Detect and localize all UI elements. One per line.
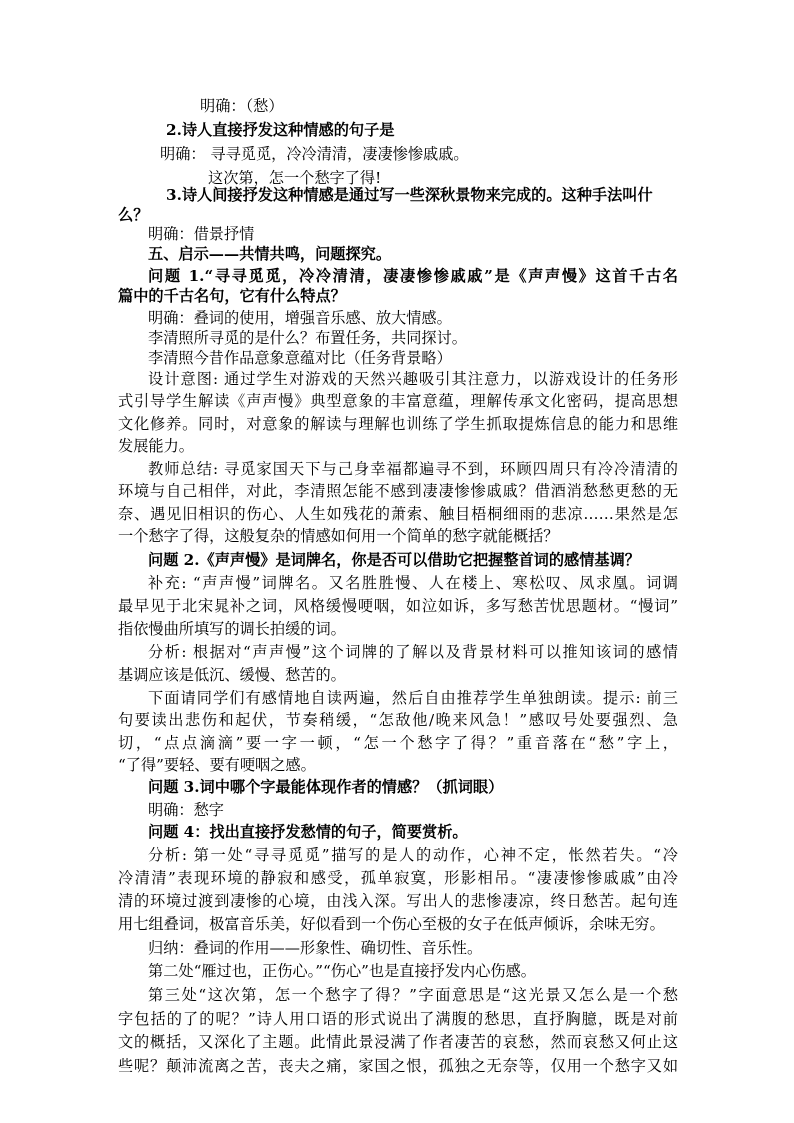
paragraph-line: 补充: “声声慢”词牌名。又名胜胜慢、人在楼上、寒松叹、凤求凰。词调 <box>148 574 678 592</box>
question-heading: 篇中的千古名句，它有什么特点？ <box>118 287 346 305</box>
paragraph-line: 分析: 第一处“寻寻觅觅”描写的是人的动作，心神不定，怅然若失。“冷 <box>148 846 678 864</box>
paragraph-line: 发展能力。 <box>118 437 194 455</box>
answer-line: 明确：叠词的使用，增强音乐感、放大情感。 <box>148 309 452 327</box>
paragraph-line: 句要读出悲伤和起伏，节奏稍缓，“怎敌他/晚来风急！”感叹号处要强烈、急 <box>118 711 678 729</box>
paragraph-line: 字包括的了的呢？”诗人用口语的形式说出了满腹的愁思，直抒胸臆，既是对前 <box>118 1010 678 1028</box>
paragraph-line: 第三处“这次第，怎一个愁字了得？”字面意思是“这光景又怎么是一个愁 <box>148 986 678 1004</box>
paragraph-line: 些呢？颠沛流离之苦，丧夫之痛，家国之恨，孤独之无奈等，仅用一个愁字又如 <box>118 1057 678 1075</box>
paragraph-line: 文化修养。同时，对意象的解读与理解也训练了学生抓取提炼信息的能力和思维 <box>118 415 678 433</box>
paragraph-line: 环境与自己相伴，对此，李清照怎能不感到凄凄惨惨戚戚？借酒消愁愁更愁的无 <box>118 482 678 500</box>
question-heading: 问题 1.“寻寻觅觅，冷冷清清，凄凄惨惨戚戚”是《声声慢》这首千古名 <box>148 267 678 285</box>
text-line: 李清照所寻觅的是什么？布置任务，共同探讨。 <box>148 329 467 347</box>
question-heading: 问题 4：找出直接抒发愁情的句子，简要赏析。 <box>148 823 468 841</box>
paragraph-line: 切，“点点滴滴”要一字一顿，“怎一个愁字了得？”重音落在“愁”字上， <box>118 734 678 752</box>
paragraph-line: 分析: 根据对“声声慢”这个词牌的了解以及背景材料可以推知该词的感情 <box>148 643 678 661</box>
answer-line: 明确：借景抒情 <box>148 225 255 243</box>
paragraph-line: 文的概括，又深化了主题。此情此景浸满了作者凄苦的哀愁，然而哀愁又何止这 <box>118 1033 678 1051</box>
paragraph-line: 冷清清”表现环境的静寂和感受，孤单寂寞，形影相吊。“凄凄惨惨戚戚”由冷 <box>118 869 678 887</box>
quote-line: 这次第，怎一个愁字了得! <box>208 169 382 187</box>
question-heading: 3.诗人间接抒发这种情感是通过写一些深秋景物来完成的。这种手法叫什 <box>166 186 653 204</box>
answer-line: 明确：（愁） <box>200 97 284 115</box>
paragraph-line: 式引导学生解读《声声慢》典型意象的丰富意蕴，理解传承文化密码，提高思想 <box>118 392 678 410</box>
question-heading: 问题 3.词中哪个字最能体现作者的情感？（抓词眼） <box>148 778 504 796</box>
paragraph-line: 指依慢曲所填写的调长拍缓的词。 <box>118 620 346 638</box>
paragraph-line: 下面请同学们有感情地自读两遍，然后自由推荐学生单独朗读。提示: 前三 <box>148 689 678 707</box>
paragraph-line: 一个愁字了得，这般复杂的情感如何用一个简单的愁字就能概括？ <box>118 527 559 545</box>
paragraph-line: 归纳：叠词的作用——形象性、确切性、音乐性。 <box>148 939 483 957</box>
paragraph-line: “了得”要轻、要有哽咽之感。 <box>118 756 316 774</box>
paragraph-line: 奈、遇见旧相识的伤心、人生如残花的萧索、触目梧桐细雨的悲凉……果然是怎 <box>118 505 678 523</box>
question-heading: 问题 2.《声声慢》是词牌名，你是否可以借助它把握整首词的感情基调？ <box>148 551 640 569</box>
paragraph-line: 清的环境过渡到凄惨的心境，由浅入深。写出人的悲惨凄凉，终日愁苦。起句连 <box>118 892 678 910</box>
answer-line: 明确： 寻寻觅觅，冷冷清清，凄凄惨惨戚戚。 <box>160 145 469 163</box>
paragraph-line: 第二处“雁过也，正伤心。”“伤心”也是直接抒发内心伤感。 <box>148 962 536 980</box>
question-heading: 么？ <box>118 206 149 224</box>
paragraph-line: 基调应该是低沉、缓慢、愁苦的。 <box>118 666 346 684</box>
question-heading: 2.诗人直接抒发这种情感的句子是 <box>166 121 395 139</box>
section-heading: 五、启示——共情共鸣，问题探究。 <box>148 245 391 263</box>
answer-line: 明确：愁字 <box>148 801 224 819</box>
paragraph-line: 教师总结: 寻觅家国天下与己身幸福都遍寻不到，环顾四周只有冷冷清清的 <box>148 460 678 478</box>
paragraph-line: 最早见于北宋晁补之词，风格缓慢哽咽，如泣如诉，多写愁苦忧思题材。“慢词” <box>118 597 678 615</box>
text-line: 李清照今昔作品意象意蕴对比（任务背景略） <box>148 349 452 367</box>
paragraph-line: 设计意图: 通过学生对游戏的天然兴趣吸引其注意力，以游戏设计的任务形 <box>148 370 678 388</box>
paragraph-line: 用七组叠词，极富音乐美，好似看到一个伤心至极的女子在低声倾诉，余味无穷。 <box>118 915 665 933</box>
